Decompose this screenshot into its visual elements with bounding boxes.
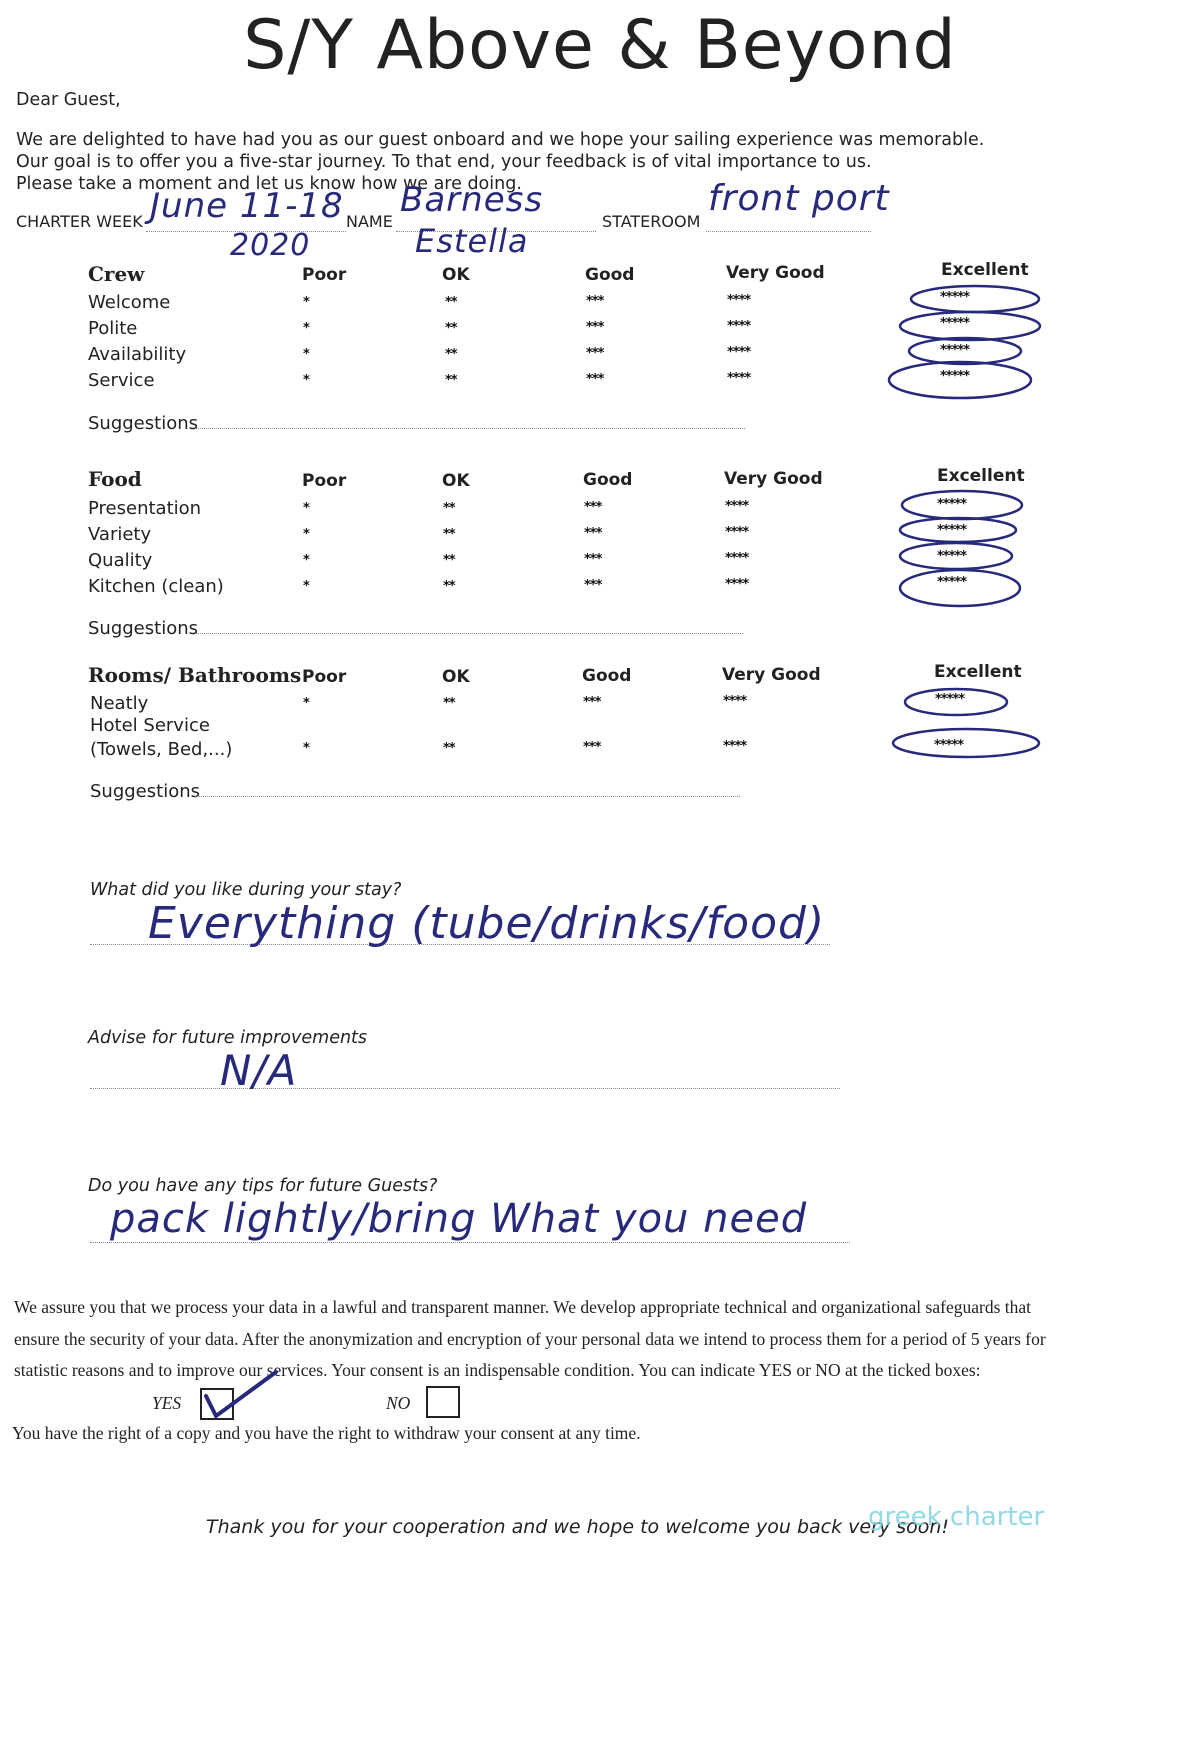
crew-col-good: Good [585,265,635,285]
ink-circle [893,729,1039,757]
rating-5-star[interactable]: ***** [937,575,966,590]
rating-1-star[interactable]: * [303,373,309,388]
charter-week-year[interactable]: 2020 [230,228,311,263]
rating-4-star[interactable]: **** [727,371,751,386]
name-value-2[interactable]: Estella [415,222,529,260]
food-row-variety: Variety [88,524,152,545]
rating-1-star[interactable]: * [303,501,309,516]
rating-2-star[interactable]: ** [443,696,455,711]
charter-week-value[interactable]: June 11-18 [150,186,344,226]
rating-5-star[interactable]: ***** [940,290,969,305]
greeting: Dear Guest, [16,90,121,110]
rooms-section-title: Rooms/ Bathrooms [88,663,302,687]
rating-5-star[interactable]: ***** [940,343,969,358]
document-title: S/Y Above & Beyond [243,6,957,85]
answer-advise-line [90,1088,840,1089]
rating-3-star[interactable]: *** [586,294,604,309]
ink-circle [889,362,1031,398]
rating-1-star[interactable]: * [303,579,309,594]
rating-2-star[interactable]: ** [445,295,457,310]
rating-3-star[interactable]: *** [586,320,604,335]
rooms-row-neatly: Neatly [90,693,149,714]
rating-1-star[interactable]: * [303,527,309,542]
rating-3-star[interactable]: *** [584,526,602,541]
answer-advise[interactable]: N/A [220,1046,298,1095]
ink-circle [900,518,1016,542]
answer-tips[interactable]: pack lightly/bring What you need [110,1196,808,1242]
ink-circle [909,338,1021,364]
consent-no-label: NO [386,1393,411,1413]
rating-4-star[interactable]: **** [725,525,749,540]
rating-2-star[interactable]: ** [443,741,455,756]
name-value[interactable]: Barness [400,180,544,220]
crew-col-excellent: Excellent [941,260,1029,280]
food-suggestions-label: Suggestions [88,618,198,639]
rating-3-star[interactable]: *** [583,740,601,755]
rating-2-star[interactable]: ** [443,579,455,594]
rooms-col-ok: OK [442,667,470,687]
rating-2-star[interactable]: ** [443,553,455,568]
crew-col-ok: OK [442,265,470,285]
rating-3-star[interactable]: *** [584,578,602,593]
crew-suggestions-label: Suggestions [88,413,198,434]
ink-circle [911,286,1039,312]
rating-3-star[interactable]: *** [586,346,604,361]
rating-1-star[interactable]: * [303,741,309,756]
ink-circle [902,491,1022,519]
rating-2-star[interactable]: ** [445,373,457,388]
crew-row-polite: Polite [88,318,138,339]
name-label: NAME [346,212,393,231]
rating-4-star[interactable]: **** [723,694,747,709]
rating-3-star[interactable]: *** [584,500,602,515]
crew-col-very-good: Very Good [726,263,825,283]
rooms-suggestions-label: Suggestions [90,781,200,802]
question-advise: Advise for future improvements [88,1028,368,1048]
intro-line-2: Our goal is to offer you a five-star journey. To that end, your feedback is of vital importance to us. [16,152,872,172]
rating-5-star[interactable]: ***** [940,316,969,331]
rating-2-star[interactable]: ** [445,347,457,362]
food-row-presentation: Presentation [88,498,202,519]
answer-liked[interactable]: Everything (tube/drinks/food) [148,898,826,949]
rating-2-star[interactable]: ** [445,321,457,336]
rating-4-star[interactable]: **** [725,551,749,566]
rating-1-star[interactable]: * [303,321,309,336]
answer-tips-line [90,1242,850,1243]
rating-5-star[interactable]: ***** [940,369,969,384]
ink-circle [900,312,1040,340]
stateroom-label: STATEROOM [602,212,701,231]
ink-circle [905,689,1007,715]
food-col-very-good: Very Good [724,469,823,489]
rating-1-star[interactable]: * [303,553,309,568]
intro-line-1: We are delighted to have had you as our guest onboard and we hope your sailing experience was memorable. [16,130,985,150]
food-col-excellent: Excellent [937,466,1025,486]
food-col-good: Good [583,470,633,490]
rating-4-star[interactable]: **** [723,739,747,754]
rating-1-star[interactable]: * [303,295,309,310]
rating-3-star[interactable]: *** [586,372,604,387]
rooms-col-excellent: Excellent [934,662,1022,682]
rating-2-star[interactable]: ** [443,527,455,542]
question-tips: Do you have any tips for future Guests? [88,1176,438,1196]
rating-5-star[interactable]: ***** [937,549,966,564]
food-section-title: Food [88,467,142,491]
legal-line-1: We assure you that we process your data in a lawful and transparent manner. We develop appropriate technical and organizational safeguards that [14,1297,1031,1317]
legal-line-3: statistic reasons and to improve our services. Your consent is an indispensable condition. You can indicate YES or NO at the ticked boxes: [14,1360,981,1380]
rooms-col-poor: Poor [302,667,347,687]
food-col-ok: OK [442,471,470,491]
rating-5-star[interactable]: ***** [937,523,966,538]
ink-circle [900,570,1020,606]
food-row-quality: Quality [88,550,153,571]
crew-row-welcome: Welcome [88,292,171,313]
rating-4-star[interactable]: **** [725,577,749,592]
charter-week-label: CHARTER WEEK [16,212,143,231]
watermark-logo: greek charter [868,1502,1045,1532]
rooms-col-very-good: Very Good [722,665,821,685]
food-col-poor: Poor [302,471,347,491]
rating-5-star[interactable]: ***** [937,497,966,512]
rating-4-star[interactable]: **** [727,319,751,334]
rating-3-star[interactable]: *** [584,552,602,567]
rating-4-star[interactable]: **** [727,345,751,360]
stateroom-value[interactable]: front port [708,178,890,219]
crew-row-availability: Availability [88,344,187,365]
footer-thanks: Thank you for your cooperation and we hope to welcome you back very soon! [206,1516,950,1538]
rating-3-star[interactable]: *** [583,695,601,710]
rating-5-star[interactable]: ***** [935,692,964,707]
ink-circle [900,543,1012,569]
rating-4-star[interactable]: **** [725,499,749,514]
rating-1-star[interactable]: * [303,347,309,362]
rooms-row-towels: (Towels, Bed,...) [90,739,233,760]
rating-4-star[interactable]: **** [727,293,751,308]
legal-line-2: ensure the security of your data. After the anonymization and encryption of your personal data we intend to process them for a period of 5 years for [14,1329,1046,1349]
rating-5-star[interactable]: ***** [934,738,963,753]
intro-line-3: Please take a moment and let us know how we are doing. [16,174,522,194]
rooms-col-good: Good [582,666,632,686]
crew-section-title: Crew [88,262,145,286]
rating-2-star[interactable]: ** [443,501,455,516]
crew-row-service: Service [88,370,155,391]
rating-1-star[interactable]: * [303,696,309,711]
rooms-row-hotel-service: Hotel Service [90,715,210,736]
question-liked: What did you like during your stay? [90,880,402,900]
consent-yes-label: YES [152,1393,182,1413]
consent-no-checkbox[interactable] [426,1386,460,1418]
legal-line-4: You have the right of a copy and you have the right to withdraw your consent at any time. [12,1423,641,1443]
food-row-kitchen: Kitchen (clean) [88,576,224,597]
crew-col-poor: Poor [302,265,347,285]
